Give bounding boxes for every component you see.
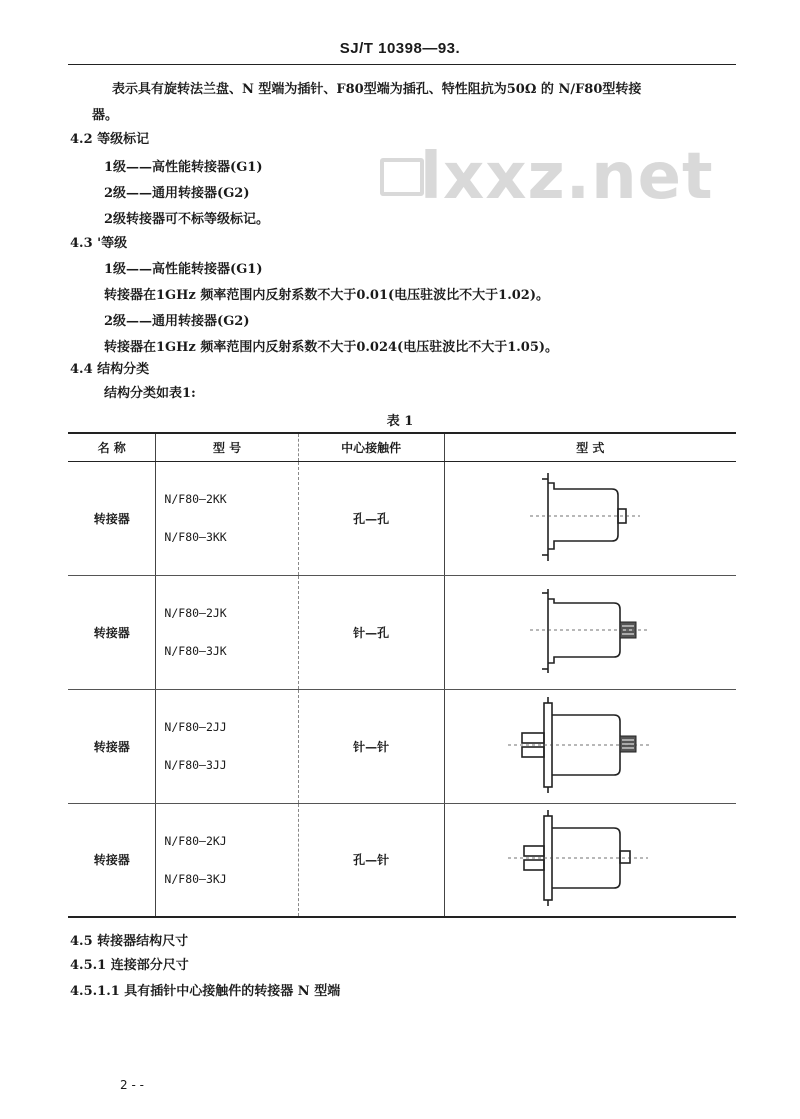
hole-pin-adapter-drawing [490, 806, 690, 910]
row-name: 转接器 [68, 803, 156, 917]
section-4-3-line-3: 2级——通用转接器(G2) [104, 314, 250, 329]
header-form: 型 式 [444, 433, 736, 461]
watermark-logo-box [380, 158, 424, 196]
page-number: 2 - - [120, 1078, 144, 1092]
hole-hole-adapter-drawing [490, 465, 690, 569]
header-rule [68, 64, 736, 65]
section-4-3-line-4: 转接器在1GHz 频率范围内反射系数不大于0.024(电压驻波比不大于1.05)。 [104, 340, 559, 355]
structure-classification-table [68, 432, 736, 918]
section-4-3-line-1: 1级——高性能转接器(G1) [104, 262, 263, 277]
row-name: 转接器 [68, 689, 156, 803]
table-caption: 表 1 [386, 414, 414, 429]
table-row [68, 803, 736, 917]
section-4-5-1-1-heading: 4.5.1.1 具有插针中心接触件的转接器 N 型端 [70, 984, 341, 999]
section-4-4-line-1: 结构分类如表1: [104, 386, 196, 401]
model-code: N/F80—2JK [164, 606, 227, 620]
table-row [68, 575, 736, 689]
row-models [156, 803, 298, 917]
row-contact: 孔—针 [298, 803, 444, 917]
row-contact: 孔—孔 [298, 461, 444, 575]
row-models [156, 575, 298, 689]
section-4-3-heading: 4.3 '等级 [70, 236, 128, 251]
section-4-2-line-2: 2级——通用转接器(G2) [104, 186, 250, 201]
row-contact: 针—针 [298, 689, 444, 803]
intro-line-2: 器。 [92, 108, 119, 123]
table-row [68, 689, 736, 803]
standard-code-header: SJ/T 10398—93. [339, 40, 461, 57]
section-4-4-heading: 4.4 结构分类 [70, 362, 150, 377]
section-4-2-line-3: 2级转接器可不标等级标记。 [104, 212, 270, 227]
row-name: 转接器 [68, 575, 156, 689]
intro-line-1: 表示具有旋转法兰盘、N 型端为插针、F80型端为插孔、特性阻抗为50Ω 的 N/F80型转接 [112, 82, 642, 97]
model-code: N/F80—3JK [164, 644, 227, 658]
table-row [68, 461, 736, 575]
model-code: N/F80—2JJ [164, 720, 227, 734]
header-name: 名 称 [68, 433, 156, 461]
table-header-row [68, 433, 736, 461]
model-code: N/F80—2KK [164, 492, 227, 506]
pin-pin-adapter-drawing [490, 693, 690, 797]
watermark: lxxz.net [420, 140, 714, 214]
section-4-3-line-2: 转接器在1GHz 频率范围内反射系数不大于0.01(电压驻波比不大于1.02)。 [104, 288, 549, 303]
row-models [156, 689, 298, 803]
section-4-5-1-heading: 4.5.1 连接部分尺寸 [70, 958, 189, 973]
model-code: N/F80—3KK [164, 530, 227, 544]
model-code: N/F80—3KJ [164, 871, 227, 886]
header-model: 型 号 [156, 433, 298, 461]
row-models [156, 461, 298, 575]
model-code: N/F80—3JJ [164, 758, 227, 772]
section-4-5-heading: 4.5 转接器结构尺寸 [70, 934, 189, 949]
header-center-contact: 中心接触件 [298, 433, 444, 461]
section-4-2-heading: 4.2 等级标记 [70, 132, 150, 147]
row-name: 转接器 [68, 461, 156, 575]
section-4-2-line-1: 1级——高性能转接器(G1) [104, 160, 263, 175]
pin-hole-adapter-drawing [490, 579, 690, 683]
model-code: N/F80—2KJ [164, 833, 227, 848]
row-contact: 针—孔 [298, 575, 444, 689]
